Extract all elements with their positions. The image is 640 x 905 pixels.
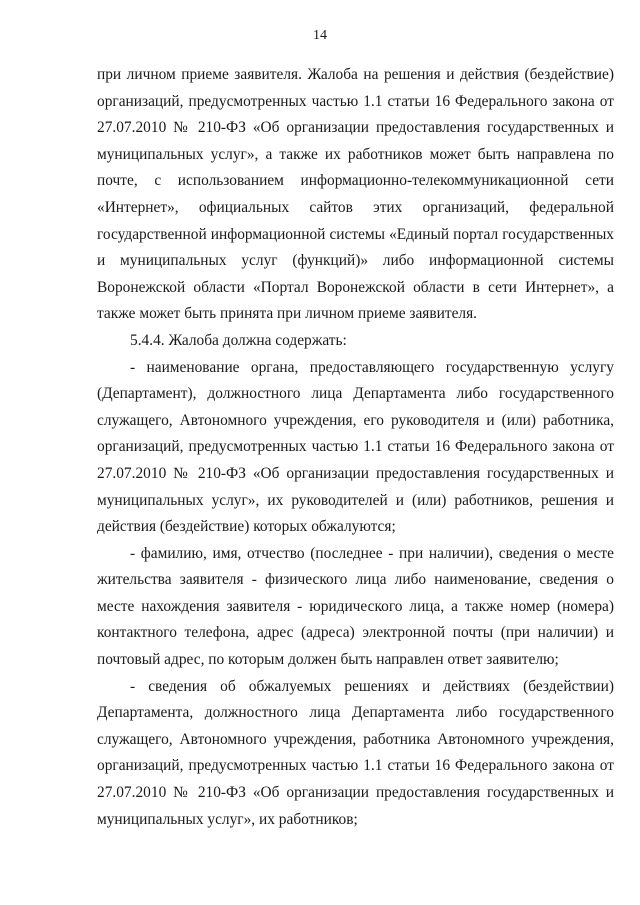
list-item-authority-name: - наименование органа, предоставляющего государственную услугу (Департамент), должностного лица Департамента либо государственного служащего, Автономного учреждения, его руководителя и (или) работника, организаций, предусмотренных частью 1.1 статьи 16 Федерального закона от 27.07.2010 № 210-ФЗ «Об организации предоставления государственных и муниципальных услуг», их руководителей и (или) работников, решения и действия (бездействие) которых обжалуются;	[97, 358, 614, 536]
list-item-contested-decisions: - сведения об обжалуемых решениях и действиях (бездействии) Департамента, должностного лица Департамента либо государственного служащего, Автономного учреждения, работника Автономного учреждения, организаций, предусмотренных частью 1.1 статьи 16 Федерального закона от 27.07.2010 № 210-ФЗ «Об организации предоставления государственных и муниципальных услуг», их работников;	[97, 677, 614, 828]
list-item-applicant-details: - фамилию, имя, отчество (последнее - при наличии), сведения о месте жительства заявителя - физического лица либо наименование, сведения о месте нахождения заявителя - юридического лица, а также номер (номера) контактного телефона, адрес (адреса) электронной почты (при наличии) и почтовый адрес, по которым должен быть направлен ответ заявителю;	[97, 544, 614, 669]
document-body	[97, 62, 614, 833]
page-number: 14	[313, 28, 327, 43]
paragraph-complaint-submission-continued: при личном приеме заявителя. Жалоба на решения и действия (бездействие) организаций, предусмотренных частью 1.1 статьи 16 Федерального закона от 27.07.2010 № 210-ФЗ «Об организации предоставления государственных и муниципальных услуг», а также их работников может быть направлена по почте, с использованием информационно-телекоммуникационной сети «Интернет», официальных сайтов этих организаций, федеральной государственной информационной системы «Единый портал государственных и муниципальных услуг (функций)» либо информационной системы Воронежской области «Портал Воронежской области в сети Интернет», а также может быть принята при личном приеме заявителя.	[97, 66, 614, 323]
paragraph-section-5-4-4: 5.4.4. Жалоба должна содержать:	[130, 331, 347, 349]
